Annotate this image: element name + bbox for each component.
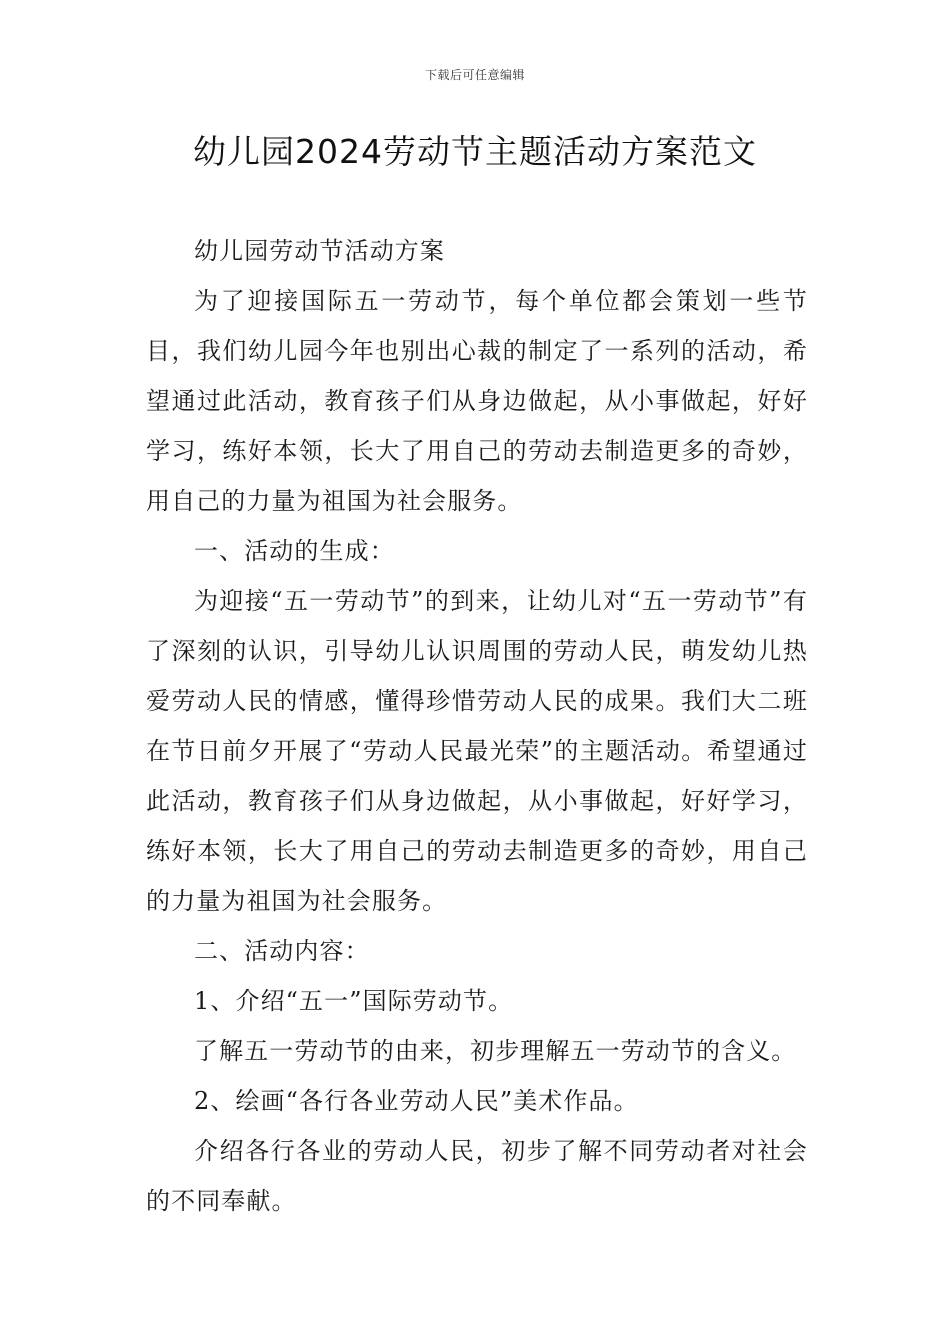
list-item-2-detail: 介绍各行各业的劳动人民，初步了解不同劳动者对社会的不同奉献。 — [146, 1137, 808, 1215]
document-title: 幼儿园2024劳动节主题活动方案范文 — [193, 132, 757, 171]
list-item-2: 2、绘画“各行各业劳动人民”美术作品。 — [194, 1087, 639, 1115]
paragraph-subtitle: 幼儿园劳动节活动方案 — [194, 237, 445, 265]
document-body — [146, 226, 808, 1226]
section-heading-2: 二、活动内容： — [194, 937, 370, 965]
list-item-1: 1、介绍“五一”国际劳动节。 — [194, 987, 514, 1015]
paragraph-intro: 为了迎接国际五一劳动节，每个单位都会策划一些节目，我们幼儿园今年也别出心裁的制定了一系列的活动，希望通过此活动，教育孩子们从身边做起，从小事做起，好好学习，练好本领，长大了用自己的劳动去制造更多的奇妙，用自己的力量为祖国为社会服务。 — [146, 287, 808, 515]
header-note: 下载后可任意编辑 — [424, 68, 525, 82]
section-heading-1: 一、活动的生成： — [194, 537, 395, 565]
paragraph-section-1: 为迎接“五一劳动节”的到来，让幼儿对“五一劳动节”有了深刻的认识，引导幼儿认识周围的劳动人民，萌发幼儿热爱劳动人民的情感，懂得珍惜劳动人民的成果。我们大二班在节日前夕开展了“劳动人民最光荣”的主题活动。希望通过此活动，教育孩子们从身边做起，从小事做起，好好学习，练好本领，长大了用自己的劳动去制造更多的奇妙，用自己的力量为祖国为社会服务。 — [146, 587, 808, 915]
list-item-1-detail: 了解五一劳动节的由来，初步理解五一劳动节的含义。 — [194, 1037, 797, 1065]
